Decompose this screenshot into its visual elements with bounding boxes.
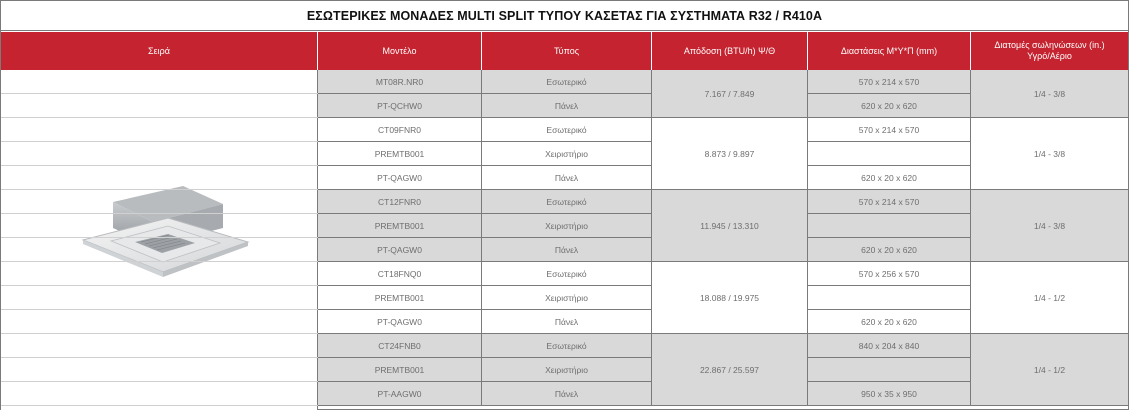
row-divider bbox=[1, 165, 318, 166]
type-cell: Εσωτερικό bbox=[482, 118, 652, 142]
capacity-cell: 8.873 / 9.897 bbox=[652, 118, 808, 190]
type-cell: Χειριστήριο bbox=[482, 358, 652, 382]
row-divider bbox=[1, 333, 318, 334]
dimensions-cell: 570 x 256 x 570 bbox=[808, 262, 971, 286]
header-series: Σειρά bbox=[1, 32, 318, 70]
row-divider bbox=[1, 237, 318, 238]
dimensions-cell: 570 x 214 x 570 bbox=[808, 190, 971, 214]
dimensions-cell: 620 x 20 x 620 bbox=[808, 238, 971, 262]
row-divider bbox=[1, 141, 318, 142]
type-cell: Χειριστήριο bbox=[482, 286, 652, 310]
row-divider bbox=[1, 189, 318, 190]
row-divider bbox=[1, 285, 318, 286]
row-divider bbox=[1, 381, 318, 382]
model-cell: PREMTB001 bbox=[318, 142, 482, 166]
pipes-cell: 1/4 - 1/2 bbox=[971, 334, 1128, 406]
model-cell: MT08R.NR0 bbox=[318, 70, 482, 94]
header-type: Τύπος bbox=[482, 32, 652, 70]
dimensions-cell: 620 x 20 x 620 bbox=[808, 94, 971, 118]
model-cell: PT-QAGW0 bbox=[318, 310, 482, 334]
type-cell: Πάνελ bbox=[482, 382, 652, 406]
header-capacity: Απόδοση (BTU/h) Ψ/Θ bbox=[652, 32, 808, 70]
model-cell: PT-QAGW0 bbox=[318, 238, 482, 262]
capacity-cell: 11.945 / 13.310 bbox=[652, 190, 808, 262]
pipes-cell: 1/4 - 3/8 bbox=[971, 190, 1128, 262]
type-cell: Πάνελ bbox=[482, 166, 652, 190]
row-divider bbox=[1, 93, 318, 94]
capacity-cell: 22.867 / 25.597 bbox=[652, 334, 808, 406]
capacity-cell: 18.088 / 19.975 bbox=[652, 262, 808, 334]
row-divider bbox=[1, 357, 318, 358]
row-divider bbox=[1, 309, 318, 310]
model-cell: PREMTB001 bbox=[318, 358, 482, 382]
type-cell: Εσωτερικό bbox=[482, 334, 652, 358]
dimensions-cell: 620 x 20 x 620 bbox=[808, 166, 971, 190]
row-divider bbox=[1, 213, 318, 214]
dimensions-cell: 620 x 20 x 620 bbox=[808, 310, 971, 334]
type-cell: Πάνελ bbox=[482, 310, 652, 334]
cassette-unit-image bbox=[73, 180, 253, 290]
model-cell: CT09FNR0 bbox=[318, 118, 482, 142]
dimensions-cell: 840 x 204 x 840 bbox=[808, 334, 971, 358]
type-cell: Εσωτερικό bbox=[482, 70, 652, 94]
pipes-cell: 1/4 - 3/8 bbox=[971, 70, 1128, 118]
dimensions-cell: 570 x 214 x 570 bbox=[808, 118, 971, 142]
type-cell: Εσωτερικό bbox=[482, 190, 652, 214]
header-pipes: Διατομές σωληνώσεων (in.) Υγρό/Αέριο bbox=[971, 32, 1128, 70]
model-cell: CT12FNR0 bbox=[318, 190, 482, 214]
pipes-cell: 1/4 - 3/8 bbox=[971, 118, 1128, 190]
series-image-cell bbox=[1, 70, 318, 410]
model-cell: PT-QAGW0 bbox=[318, 166, 482, 190]
dimensions-cell: 570 x 214 x 570 bbox=[808, 70, 971, 94]
pipes-cell: 1/4 - 1/2 bbox=[971, 262, 1128, 334]
dimensions-cell bbox=[808, 286, 971, 310]
dimensions-cell bbox=[808, 142, 971, 166]
header-dimensions: Διαστάσεις Μ*Υ*Π (mm) bbox=[808, 32, 971, 70]
model-cell: PREMTB001 bbox=[318, 286, 482, 310]
dimensions-cell bbox=[808, 214, 971, 238]
table-title: ΕΣΩΤΕΡΙΚΕΣ ΜΟΝΑΔΕΣ MULTI SPLIT ΤΥΠΟΥ ΚΑΣΕΤΑΣ ΓΙΑ ΣΥΣΤΗΜΑΤΑ R32 / R410A bbox=[1, 1, 1128, 31]
type-cell: Χειριστήριο bbox=[482, 214, 652, 238]
type-cell: Χειριστήριο bbox=[482, 142, 652, 166]
dimensions-cell bbox=[808, 358, 971, 382]
model-cell: PREMTB001 bbox=[318, 214, 482, 238]
capacity-cell: 7.167 / 7.849 bbox=[652, 70, 808, 118]
model-cell: CT18FNQ0 bbox=[318, 262, 482, 286]
model-cell: CT24FNB0 bbox=[318, 334, 482, 358]
model-cell: PT-AAGW0 bbox=[318, 382, 482, 406]
row-divider bbox=[1, 405, 318, 406]
type-cell: Εσωτερικό bbox=[482, 262, 652, 286]
type-cell: Πάνελ bbox=[482, 94, 652, 118]
header-model: Μοντέλο bbox=[318, 32, 482, 70]
model-cell: PT-QCHW0 bbox=[318, 94, 482, 118]
dimensions-cell: 950 x 35 x 950 bbox=[808, 382, 971, 406]
row-divider bbox=[1, 261, 318, 262]
type-cell: Πάνελ bbox=[482, 238, 652, 262]
row-divider bbox=[1, 117, 318, 118]
